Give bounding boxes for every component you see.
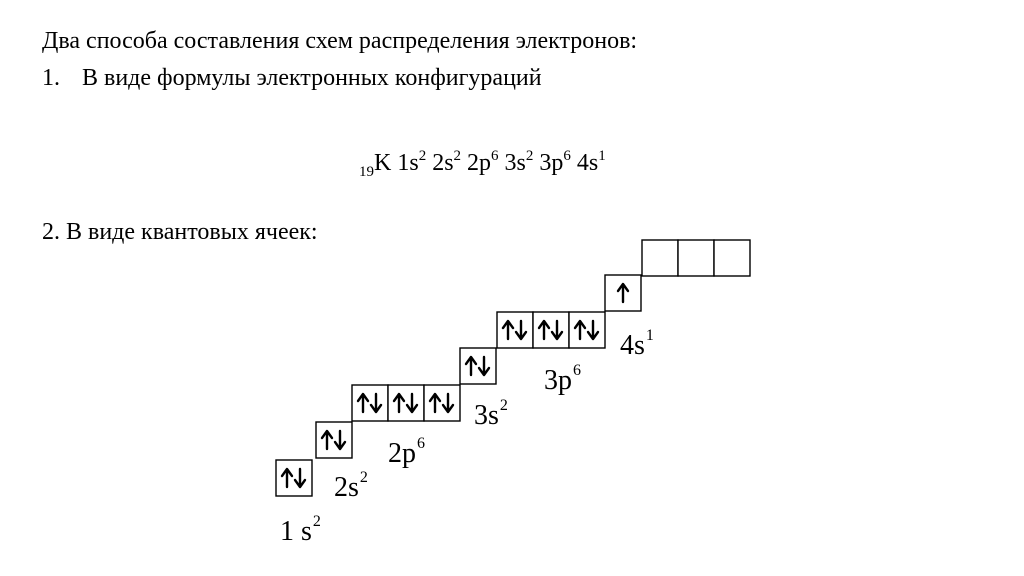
- orbital-group-2p: [352, 385, 460, 421]
- orbital-label-2s: $2s^2$: [334, 469, 368, 503]
- quantum-cell: [388, 385, 424, 421]
- orbital-group-3s: [460, 348, 496, 384]
- orbital-group-3p: [497, 312, 605, 348]
- quantum-cell: [533, 312, 569, 348]
- formula-term: $3s^2$: [504, 148, 534, 176]
- nuclear-charge: 19: [359, 164, 374, 180]
- orbital-group-4s: [605, 275, 641, 311]
- orbital-label-3s: $3s^2$: [474, 397, 508, 431]
- quantum-cell: [316, 422, 352, 458]
- quantum-cell: [497, 312, 533, 348]
- page-title: Два способа составления схем распределения электронов:: [42, 28, 638, 54]
- quantum-cell: [460, 348, 496, 384]
- orbital-label-2p: $2p^6$: [388, 435, 425, 469]
- formula-term: $2p^6$: [467, 148, 499, 176]
- quantum-cell: [276, 460, 312, 496]
- quantum-cell: [569, 312, 605, 348]
- list-number-1: 1.: [42, 65, 60, 91]
- quantum-cell: [642, 240, 678, 276]
- formula-term: $4s^1$: [576, 148, 606, 176]
- orbital-label-3p: $3p^6$: [544, 362, 581, 396]
- quantum-cell: [424, 385, 460, 421]
- quantum-cell: [678, 240, 714, 276]
- orbital-group-1s: [276, 460, 312, 496]
- element-symbol: K: [374, 150, 392, 176]
- list-item-2-text: 2. В виде квантовых ячеек:: [42, 219, 318, 245]
- formula-term: $2s^2$: [432, 148, 462, 176]
- orbital-group-3d: [642, 240, 750, 276]
- orbital-group-2s: [316, 422, 352, 458]
- orbital-label-1s: 1 $s^2$: [280, 513, 321, 547]
- orbital-label-4s: $4s^1$: [620, 327, 654, 361]
- formula-term: $3p^6$: [539, 148, 571, 176]
- quantum-cell: [352, 385, 388, 421]
- list-item-1-text: В виде формулы электронных конфигураций: [82, 65, 542, 91]
- formula-term: $1s^2$: [397, 148, 427, 176]
- quantum-cell: [714, 240, 750, 276]
